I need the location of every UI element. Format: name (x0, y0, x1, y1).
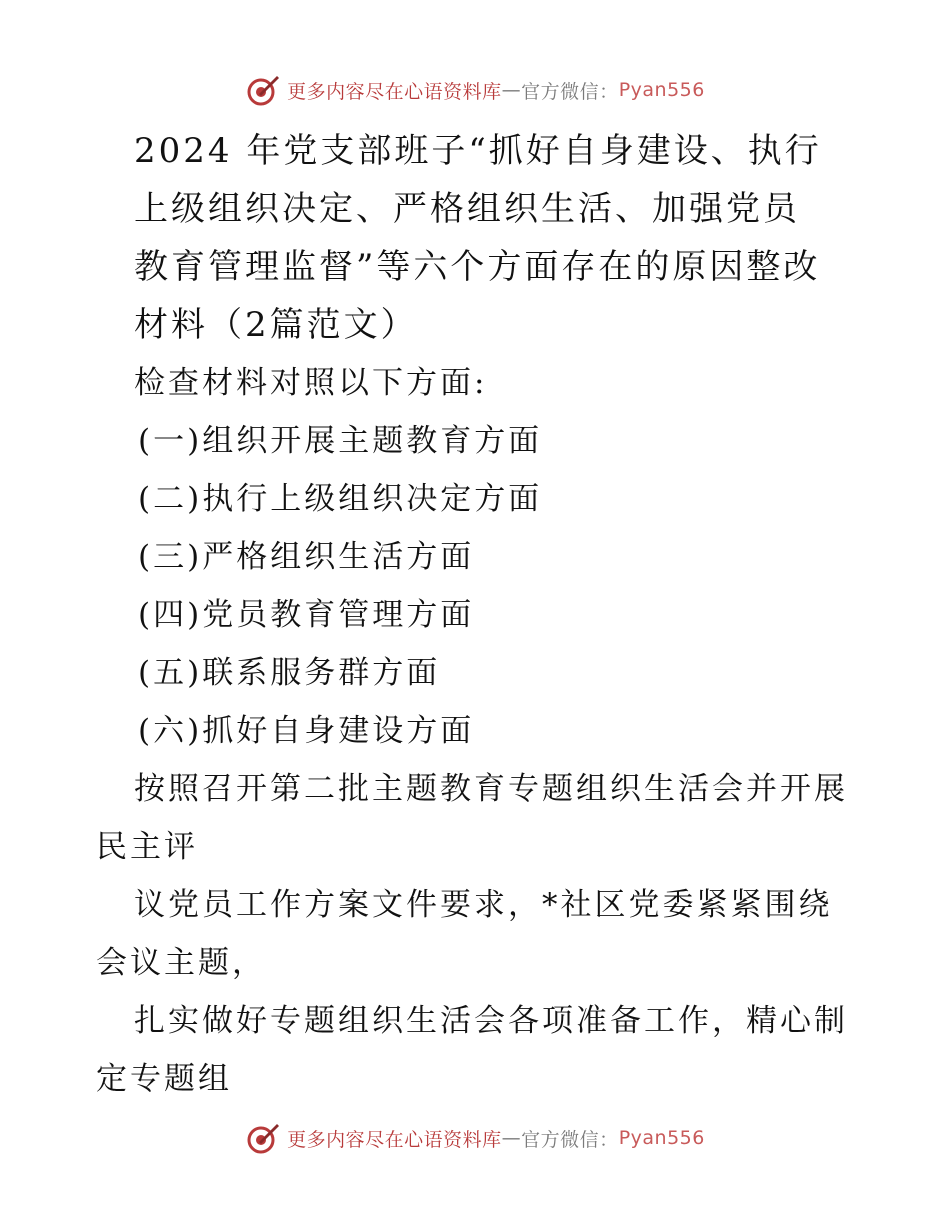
watermark-official: 官方微信： (521, 80, 619, 103)
watermark-brand: 更多内容尽在心语资料库 (287, 1128, 502, 1151)
list-item: (二)执行上级组织决定方面 (138, 481, 543, 517)
list-item: (六)抓好自身建设方面 (138, 713, 475, 749)
title-line: 上级组织决定、严格组织生活、加强党员 (134, 189, 800, 229)
title-line: 教育管理监督”等六个方面存在的原因整改 (134, 247, 821, 287)
watermark-official: 官方微信： (521, 1128, 619, 1151)
document-body (96, 354, 896, 1108)
header-watermark (0, 70, 950, 110)
watermark-account: Pyan556 (618, 1127, 705, 1149)
watermark-dash: — (501, 1127, 522, 1149)
intro-text: 检查材料对照以下方面: (134, 365, 488, 401)
list-item: (一)组织开展主题教育方面 (138, 423, 543, 459)
footer-watermark (0, 1118, 950, 1158)
paragraph-line: 定专题组 (96, 1061, 232, 1097)
title-line: 材料（2篇范文） (134, 305, 418, 345)
watermark-dash: — (501, 79, 522, 101)
paragraph-line: 民主评 (96, 829, 198, 865)
paragraph-line: 扎实做好专题组织生活会各项准备工作，精心制 (134, 1003, 848, 1039)
list-item: (三)严格组织生活方面 (138, 539, 475, 575)
pen-logo-icon (245, 72, 281, 108)
watermark-account: Pyan556 (618, 79, 705, 101)
list-item: (四)党员教育管理方面 (138, 597, 475, 633)
list-item: (五)联系服务群方面 (138, 655, 441, 691)
paragraph-line: 议党员工作方案文件要求，*社区党委紧紧围绕 (134, 887, 833, 923)
paragraph-line: 按照召开第二批主题教育专题组织生活会并开展 (134, 771, 848, 807)
document-title (134, 122, 834, 354)
title-line: 2024 年党支部班子“抓好自身建设、执行 (134, 131, 822, 171)
pen-logo-icon (245, 1120, 281, 1156)
watermark-brand: 更多内容尽在心语资料库 (287, 80, 502, 103)
paragraph-line: 会议主题， (96, 945, 266, 981)
